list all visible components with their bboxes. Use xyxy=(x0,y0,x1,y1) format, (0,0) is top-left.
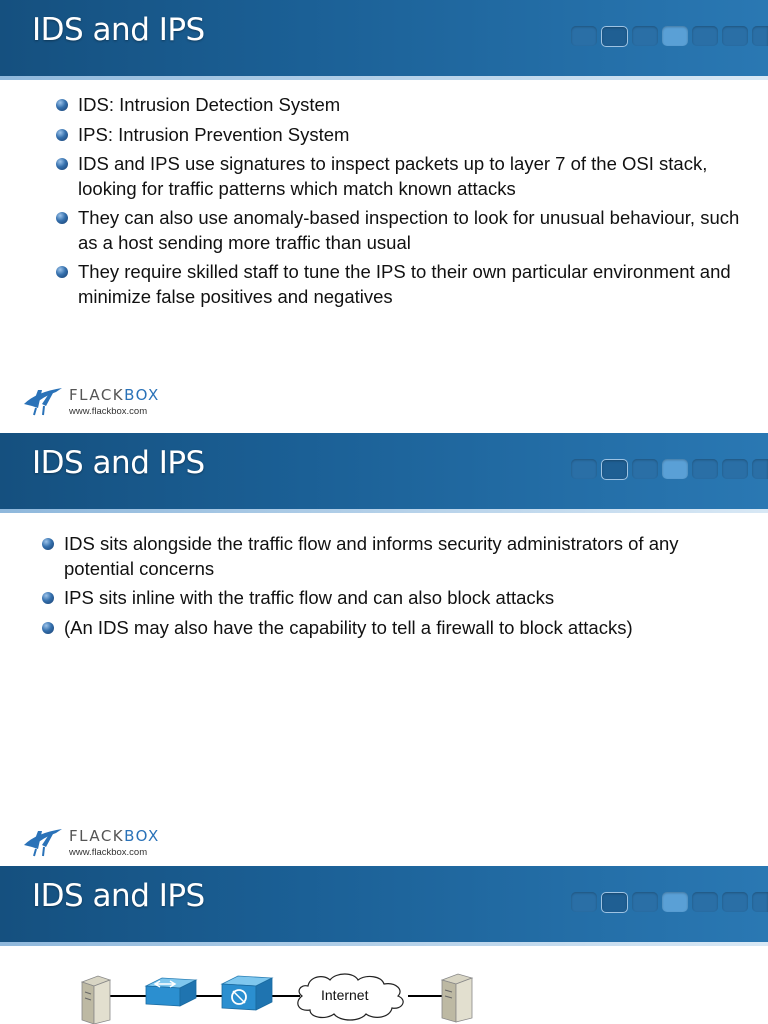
server-icon xyxy=(442,974,472,1022)
slide-header xyxy=(0,433,768,513)
progress-dot-active xyxy=(662,892,688,912)
bullet-icon xyxy=(42,592,54,604)
bullet-icon xyxy=(42,622,54,634)
bullet-text: IPS: Intrusion Prevention System xyxy=(78,123,350,145)
progress-dot xyxy=(632,892,658,912)
slide-title: IDS and IPS xyxy=(32,878,205,914)
progress-dots xyxy=(571,26,768,48)
flackbox-logo xyxy=(22,380,192,424)
bullet-icon xyxy=(56,99,68,111)
plane-icon xyxy=(22,823,68,857)
bullet-item xyxy=(56,123,746,148)
bullet-item xyxy=(42,532,742,581)
logo-url: www.flackbox.com xyxy=(69,847,148,858)
bullet-text: IPS sits inline with the traffic flow and can also block attacks xyxy=(64,587,555,608)
progress-dot xyxy=(752,892,768,912)
slide-1 xyxy=(0,0,768,432)
bullet-icon xyxy=(56,158,68,170)
progress-dot xyxy=(692,459,718,479)
ips-icon xyxy=(222,976,272,1010)
network-diagram-svg xyxy=(0,962,768,1024)
slide-title: IDS and IPS xyxy=(32,445,205,481)
slide-3 xyxy=(0,866,768,1024)
bullet-item xyxy=(56,93,746,118)
progress-dot xyxy=(601,459,628,480)
bullet-text: They can also use anomaly-based inspection to look for unusual behaviour, such as a host sending more traffic than usual xyxy=(78,207,740,253)
progress-dots xyxy=(571,892,768,914)
bullet-item xyxy=(42,586,742,611)
progress-dot xyxy=(601,26,628,47)
progress-dot xyxy=(571,892,597,912)
progress-dot-active xyxy=(662,459,688,479)
plane-icon xyxy=(22,382,68,416)
progress-dot xyxy=(632,26,658,46)
progress-dots xyxy=(571,459,768,481)
bullet-item xyxy=(42,616,742,641)
progress-dot xyxy=(722,459,748,479)
internet-label: Internet xyxy=(321,987,369,1003)
bullet-icon xyxy=(42,538,54,550)
bullet-item xyxy=(56,260,746,309)
bullet-text: They require skilled staff to tune the IPS to their own particular environment and minimize false positives and negatives xyxy=(78,261,731,307)
slide-header xyxy=(0,866,768,946)
progress-dot xyxy=(722,26,748,46)
progress-dot xyxy=(722,892,748,912)
bullet-list xyxy=(42,532,742,645)
bullet-item xyxy=(56,152,746,201)
logo-name: FLACKBOX xyxy=(69,827,160,845)
progress-dot xyxy=(752,26,768,46)
progress-dot xyxy=(752,459,768,479)
progress-dot xyxy=(571,26,597,46)
flackbox-logo xyxy=(22,821,192,865)
logo-name: FLACKBOX xyxy=(69,386,160,404)
slide-header xyxy=(0,0,768,80)
switch-icon xyxy=(146,978,196,1006)
bullet-icon xyxy=(56,212,68,224)
progress-dot xyxy=(601,892,628,913)
bullet-text: IDS and IPS use signatures to inspect packets up to layer 7 of the OSI stack, looking for traffic patterns which match known attacks xyxy=(78,153,708,199)
progress-dot xyxy=(692,892,718,912)
network-diagram xyxy=(0,962,768,1024)
slide-2 xyxy=(0,433,768,865)
progress-dot-active xyxy=(662,26,688,46)
progress-dot xyxy=(692,26,718,46)
server-icon xyxy=(82,976,110,1024)
bullet-item xyxy=(56,206,746,255)
bullet-text: IDS sits alongside the traffic flow and informs security administrators of any potential concerns xyxy=(64,533,679,579)
slide-title: IDS and IPS xyxy=(32,12,205,48)
bullet-text: IDS: Intrusion Detection System xyxy=(78,94,341,115)
logo-url: www.flackbox.com xyxy=(69,406,148,417)
bullet-icon xyxy=(56,129,68,141)
progress-dot xyxy=(571,459,597,479)
progress-dot xyxy=(632,459,658,479)
bullet-icon xyxy=(56,266,68,278)
bullet-list xyxy=(56,93,746,314)
bullet-text: (An IDS may also have the capability to tell a firewall to block attacks) xyxy=(64,616,633,638)
